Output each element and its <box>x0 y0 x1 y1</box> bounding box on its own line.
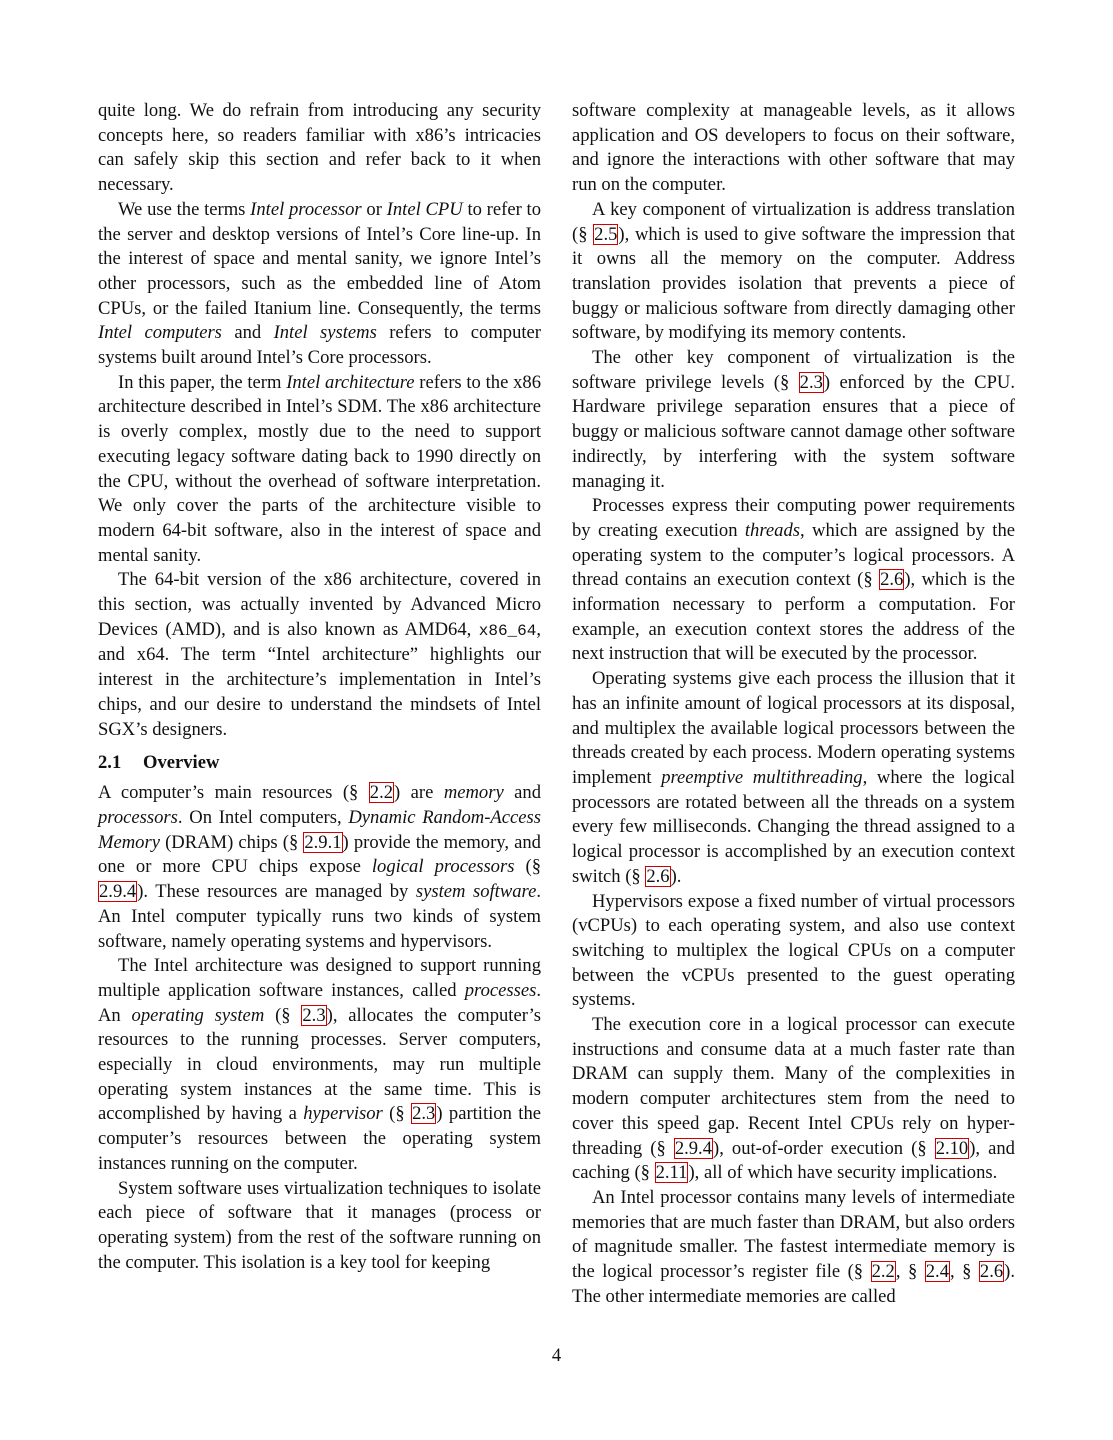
emphasis: Intel CPU <box>386 198 463 220</box>
section-reference-link[interactable]: 2.6 <box>880 569 904 591</box>
section-reference-link[interactable]: 2.9.1 <box>304 831 342 853</box>
section-reference-link[interactable]: 2.10 <box>935 1137 969 1159</box>
paragraph: An Intel processor contains many levels of intermediate memories that are much faster than DRAM, but also orders of magnitude smaller. The fastest intermediate memory is the logical processor’s register file (§ 2.2, § 2.4, § 2.6). The other intermediate memories are called <box>572 1186 1016 1307</box>
paragraph: System software uses virtualization techniques to isolate each piece of software that it manages (process or operating system) from the rest of the software running on the computer. This isolation is a key tool for keeping <box>98 1177 541 1273</box>
emphasis: preemptive multithreading <box>661 766 863 788</box>
paragraph: A key component of virtualization is address translation (§ 2.5), which is used to give software the impression that it owns all the memory on the computer. Address translation provides isolation that prevents a piece of buggy or malicious software from directly damaging other software, by modifying its memory contents. <box>572 198 1015 344</box>
emphasis: Dynamic Random-Access Memory <box>98 806 541 853</box>
paragraph: The execution core in a logical processor can execute instructions and consume data at a much faster rate than DRAM can supply them. Many of the complexities in modern computer architectures stem from the need to cover this speed gap. Recent Intel CPUs rely on hyper-threading (§ 2.9.4), out-of-order execution (§ 2.10), and caching (§ 2.11), all of which have security implications. <box>572 1014 1015 1184</box>
section-reference-link[interactable]: 2.9.4 <box>674 1137 712 1159</box>
section-reference-link[interactable]: 2.9.4 <box>99 881 137 903</box>
paragraph: Processes express their computing power requirements by creating execution threads, which are assigned by the operating system to the computer’s logical processors. A thread contains an execution context (§ 2.6), which is the information necessary to perform a computation. For example, an execution context stores the address of the next instruction that will be executed by the processor. <box>572 495 1016 665</box>
paragraph: The other key component of virtualization is the software privilege levels (§ 2.3) enforced by the CPU. Hardware privilege separation ensures that a piece of buggy or malicious software cannot damage other software indirectly, by interfering with the system software managing it. <box>572 347 1015 492</box>
paragraph: The 64-bit version of the x86 architecture, covered in this section, was actually invented by Advanced Micro Devices (AMD), and is also known as AMD64, x86_64, and x64. The term “Intel architecture” highlights our interest in the architecture’s implementation in Intel’s chips, and our desire to understand the mindsets of Intel SGX’s designers. <box>98 569 541 740</box>
section-reference-link[interactable]: 2.11 <box>655 1162 688 1184</box>
emphasis: threads <box>744 519 800 541</box>
section-reference-link[interactable]: 2.2 <box>369 782 394 804</box>
emphasis: logical processors <box>371 856 515 878</box>
section-reference-link[interactable]: 2.6 <box>646 865 670 887</box>
paragraph: software complexity at manageable levels, as it allows application and OS developers to focus on their software, and ignore the interactions with other software that may run on the computer. <box>572 100 1015 196</box>
emphasis: Intel architecture <box>286 371 415 393</box>
section-reference-link[interactable]: 2.3 <box>302 1004 326 1026</box>
emphasis: operating system <box>131 1004 265 1026</box>
emphasis: Intel processor <box>250 198 362 220</box>
emphasis: processes <box>464 979 537 1001</box>
section-reference-link[interactable]: 2.6 <box>979 1261 1004 1283</box>
paragraph: We use the terms Intel processor or Intel CPU to refer to the server and desktop versions of Intel’s Core line-up. In the interest of space and mental sanity, we ignore Intel’s other processors, such as the embedded line of Atom CPUs, or the failed Itanium line. Consequently, the terms Intel computers and Intel systems refers to computer systems built around Intel’s Core processors. <box>98 198 542 369</box>
page-number: 4 <box>551 1345 562 1366</box>
emphasis: hypervisor <box>303 1103 383 1125</box>
section-heading <box>98 751 541 775</box>
emphasis: memory <box>443 782 504 804</box>
section-reference-link[interactable]: 2.4 <box>925 1261 949 1283</box>
emphasis: Intel computers <box>98 322 222 344</box>
section-reference-link[interactable]: 2.5 <box>594 223 618 245</box>
section-reference-link[interactable]: 2.3 <box>799 371 823 393</box>
paragraph: Hypervisors expose a fixed number of virtual processors (vCPUs) to each operating system, and also use context switching to multiplex the logical CPUs on a computer between the vCPUs presented to the guest operating systems. <box>572 890 1015 1011</box>
left-column <box>98 99 541 1275</box>
section-number: 2.1 <box>98 752 122 774</box>
paragraph: In this paper, the term Intel architecture refers to the x86 architecture described in Intel’s SDM. The x86 architecture is overly complex, mostly due to the need to support executing legacy software dating back to 1990 directly on the CPU, without the overhead of software interpretation. We only cover the parts of the architecture visible to modern 64-bit software, also in the interest of space and mental sanity. <box>98 371 541 566</box>
emphasis: system software <box>415 881 537 903</box>
paragraph: quite long. We do refrain from introducing any security concepts here, so readers familiar with x86’s intricacies can safely skip this section and refer back to it when necessary. <box>98 100 541 196</box>
section-reference-link[interactable]: 2.3 <box>412 1103 436 1125</box>
emphasis: processors <box>98 806 178 828</box>
right-column <box>572 99 1015 1309</box>
section-reference-link[interactable]: 2.2 <box>871 1261 895 1283</box>
emphasis: Intel systems <box>273 322 377 344</box>
paragraph: Operating systems give each process the illusion that it has an infinite amount of logical processors at its disposal, and multiplex the available logical processors between the threads created by each process. Modern operating systems implement preemptive multithreading, where the logical processors are rotated between all the threads on a system every few milliseconds. Changing the thread assigned to a logical processor is accomplished by an execution context switch (§ 2.6). <box>572 668 1015 887</box>
code-text: x86_64 <box>478 621 537 640</box>
paragraph: The Intel architecture was designed to support running multiple application software instances, called processes. An operating system (§ 2.3), allocates the computer’s resources to the running processes. Server computers, especially in cloud environments, may run multiple operating system instances at the same time. This is accomplished by having a hypervisor (§ 2.3) partition the computer’s resources between the operating system instances running on the computer. <box>98 955 541 1174</box>
paragraph: A computer’s main resources (§ 2.2) are memory and processors. On Intel computers, Dynamic Random-Access Memory (DRAM) chips (§ 2.9.1) provide the memory, and one or more CPU chips expose logical processors (§ 2.9.4). These resources are managed by system software. An Intel computer typically runs two kinds of system software, namely operating systems and hypervisors. <box>98 782 542 952</box>
section-title: Overview <box>143 752 220 774</box>
